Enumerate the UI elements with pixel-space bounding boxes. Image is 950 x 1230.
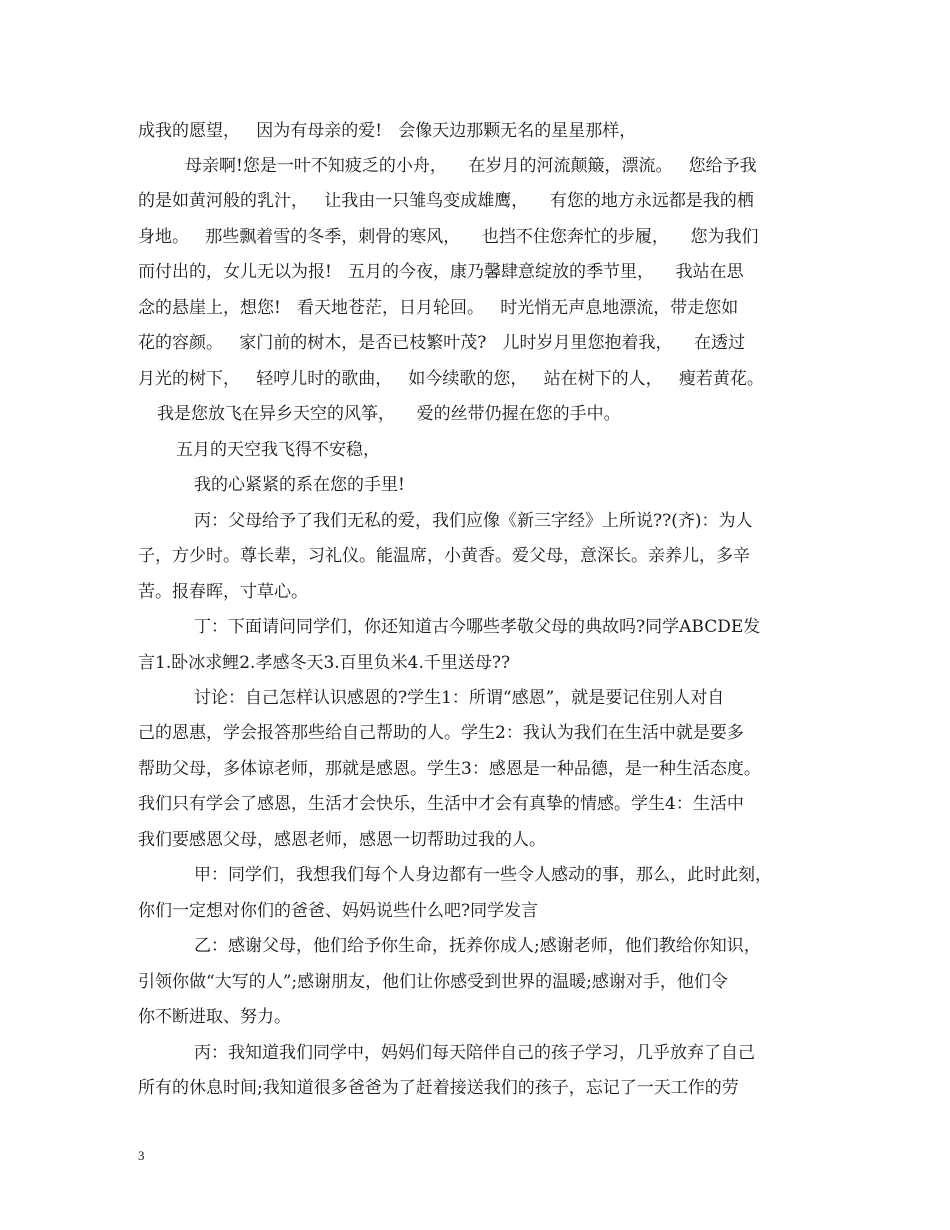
text-line: 丙：我知道我们同学中，妈妈们每天陪伴自己的孩子学习，几乎放弃了自己: [194, 1043, 755, 1063]
page-number: 3: [138, 1148, 145, 1163]
text-line: 你们一定想对你们的爸爸、妈妈说些什么吧?同学发言: [138, 901, 539, 921]
text-line: 所有的休息时间;我知道很多爸爸为了赶着接送我们的孩子，忘记了一天工作的劳: [138, 1078, 739, 1098]
text-line: 甲：同学们，我想我们每个人身边都有一些令人感动的事，那么，此时此刻，: [194, 865, 772, 885]
text-line: 五月的天空我飞得不安稳，: [176, 440, 380, 460]
text-line: 我是您放飞在异乡天空的风筝， 爱的丝带仍握在您的手中。: [157, 404, 621, 424]
text-line: 乙：感谢父母，他们给予你生命，抚养你成人;感谢老师，他们教给你知识，: [194, 936, 761, 956]
text-line: 成我的愿望， 因为有母亲的爱! 会像天边那颗无名的星星那样，: [138, 121, 637, 141]
text-line: 的是如黄河般的乳汁， 让我由一只雏鸟变成雄鹰， 有您的地方永远都是我的栖: [138, 191, 754, 211]
text-line: 子，方少时。尊长辈，习礼仪。能温席，小黄香。爱父母，意深长。亲养儿，多辛: [138, 546, 750, 566]
text-line: 我的心紧紧的系在您的手里!: [194, 475, 405, 495]
text-line: 己的恩惠，学会报答那些给自己帮助的人。学生2：我认为我们在生活中就是要多: [138, 723, 744, 743]
text-line: 丁：下面请问同学们，你还知道古今哪些孝敬父母的典故吗?同学ABCDE发: [194, 617, 761, 637]
text-line: 讨论：自己怎样认识感恩的?学生1：所谓“感恩”，就是要记住别人对自: [194, 688, 725, 708]
text-line: 念的悬崖上，想您! 看天地苍茫，日月轮回。 时光悄无声息地漂流，带走您如: [138, 298, 739, 318]
text-line: 我们要感恩父母，感恩老师，感恩一切帮助过我的人。: [138, 830, 546, 850]
text-line: 言1.卧冰求鲤2.孝感冬天3.百里负米4.千里送母??: [138, 653, 511, 673]
text-line: 引领你做“大写的人”;感谢朋友，他们让你感受到世界的温暖;感谢对手，他们令: [138, 972, 728, 992]
text-line: 月光的树下， 轻哼儿时的歌曲， 如今续歌的您， 站在树下的人， 瘦若黄花。: [138, 369, 764, 389]
text-line: 身地。 那些飘着雪的冬季，刺骨的寒风， 也挡不住您奔忙的步履， 您为我们: [138, 227, 759, 247]
text-line: 苦。报春晖，寸草心。: [138, 582, 308, 602]
text-line: 而付出的，女儿无以为报! 五月的今夜，康乃馨肆意绽放的季节里， 我站在思: [138, 262, 744, 282]
text-line: 花的容颜。 家门前的树木，是否已枝繁叶茂? 儿时岁月里您抱着我， 在透过: [138, 333, 746, 353]
text-line: 我们只有学会了感恩，生活才会快乐，生活中才会有真挚的情感。学生4：生活中: [138, 794, 744, 814]
text-line: 你不断进取、努力。: [138, 1007, 291, 1027]
text-line: 帮助父母，多体谅老师，那就是感恩。学生3：感恩是一种品德，是一种生活态度。: [138, 759, 761, 779]
text-line: 丙：父母给予了我们无私的爱，我们应像《新三字经》上所说??(齐)：为人: [194, 511, 753, 531]
text-line: 母亲啊!您是一叶不知疲乏的小舟， 在岁月的河流颠簸，漂流。 您给予我: [185, 156, 757, 176]
